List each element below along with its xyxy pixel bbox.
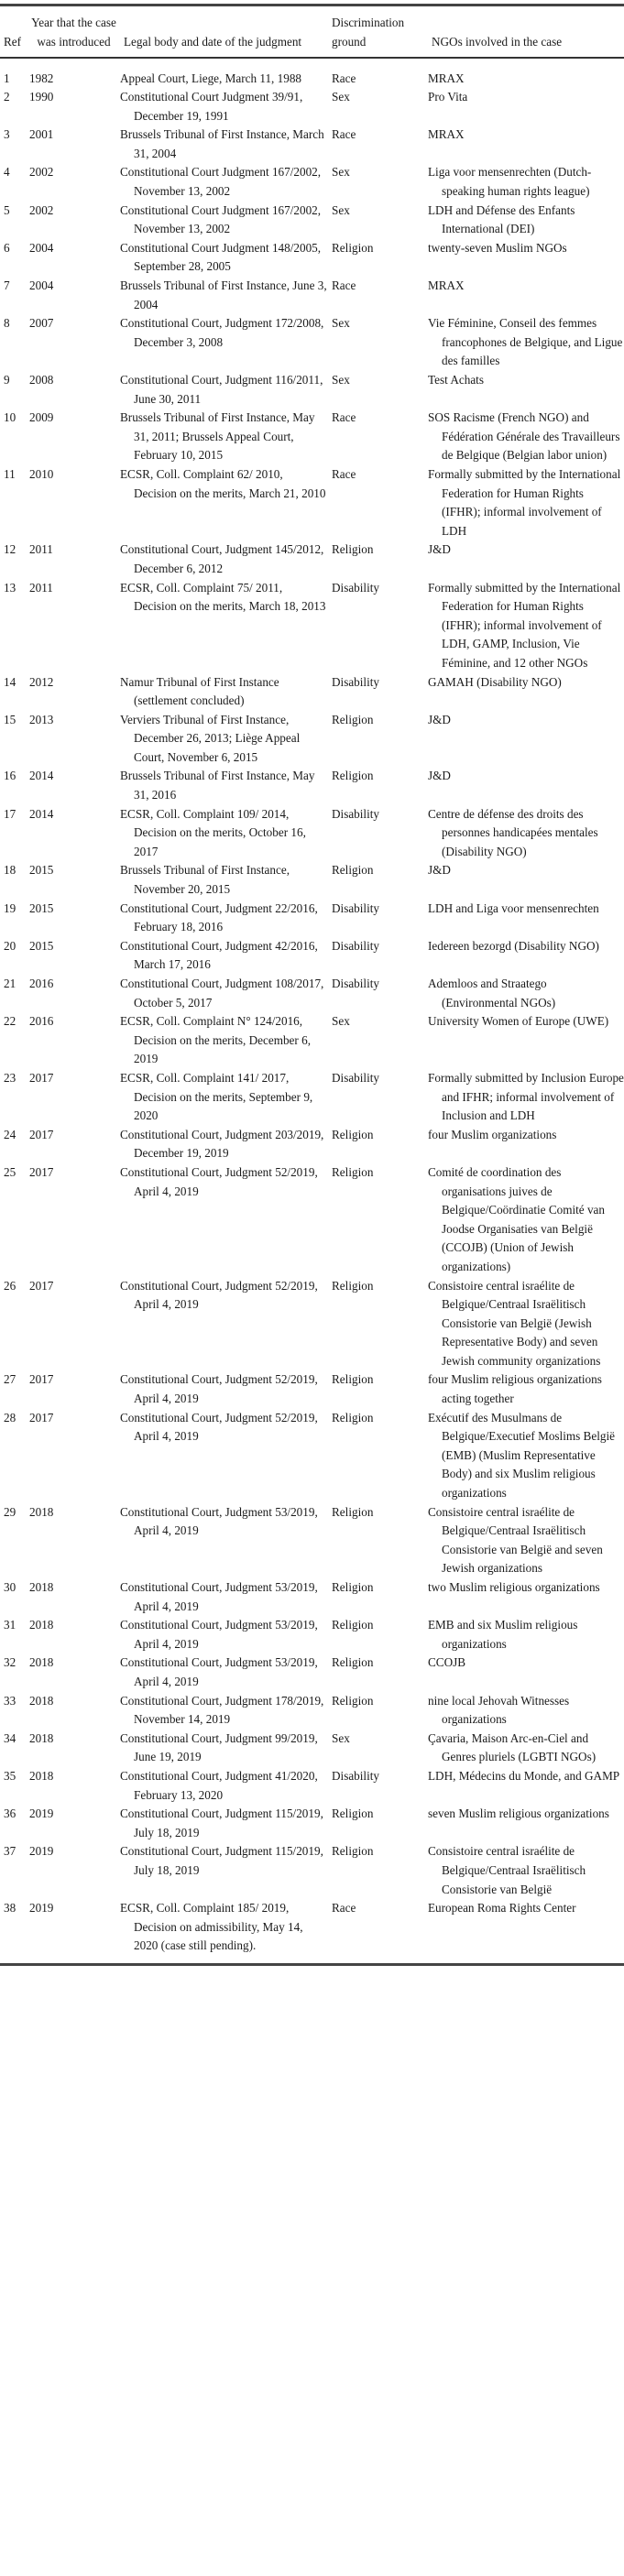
cell-legal-body: ECSR, Coll. Complaint N° 124/2016, Decision on the merits, December 6, 2019 (120, 1014, 311, 1066)
table-row (0, 126, 624, 163)
cell-legal-body: Constitutional Court, Judgment 53/2019, April 4, 2019 (120, 1504, 318, 1538)
cell-ngos: Formally submitted by the International Federation for Human Rights (IFHR); informal involvement of LDH, GAMP, Inclusion, Vie Féminine, and 12 other NGOs (428, 580, 621, 670)
cell-legal-body: Constitutional Court Judgment 167/2002, November 13, 2002 (120, 165, 322, 199)
cell-legal-body: Brussels Tribunal of First Instance, March 31, 2004 (120, 127, 324, 160)
cell-ref: 8 (4, 316, 10, 331)
cell-year: 2018 (29, 1693, 54, 1708)
table-row (0, 1767, 624, 1805)
cell-ngos: Test Achats (428, 373, 484, 387)
cell-discrimination-ground: Religion (332, 1127, 374, 1141)
cell-ngos: Çavaria, Maison Arc-en-Ciel and Genres pluriels (LGBTI NGOs) (428, 1730, 597, 1764)
header-legal-body: Legal body and date of the judgment (124, 34, 302, 49)
cell-ngos: J&D (428, 863, 451, 878)
table-row (0, 1616, 624, 1654)
cell-ref: 16 (4, 769, 16, 783)
table-row (0, 861, 624, 899)
cell-legal-body: Constitutional Court, Judgment 203/2019, December 19, 2019 (120, 1127, 324, 1161)
cell-year: 2015 (29, 938, 54, 953)
header-year: Year that the case was introduced (31, 16, 116, 49)
cell-year: 2018 (29, 1730, 54, 1745)
cell-discrimination-ground: Religion (332, 1806, 374, 1821)
cell-ngos: LDH and Liga voor mensenrechten (428, 901, 599, 915)
cell-discrimination-ground: Sex (332, 90, 350, 104)
cell-ref: 20 (4, 938, 16, 953)
table-row (0, 1730, 624, 1767)
table-row (0, 673, 624, 711)
cell-legal-body: Constitutional Court, Judgment 108/2017, October 5, 2017 (120, 977, 324, 1010)
cell-year: 2013 (29, 712, 54, 726)
cell-legal-body: Constitutional Court Judgment 167/2002, November 13, 2002 (120, 202, 322, 236)
table-row (0, 1277, 624, 1371)
cell-year: 2001 (29, 127, 54, 142)
table-row (0, 163, 624, 201)
cell-discrimination-ground: Sex (332, 165, 350, 180)
cell-discrimination-ground: Religion (332, 1410, 374, 1424)
cell-ref: 21 (4, 977, 16, 990)
table-row (0, 1163, 624, 1277)
cell-legal-body: ECSR, Coll. Complaint 75/ 2011, Decision on the merits, March 18, 2013 (120, 580, 326, 614)
cell-ref: 15 (4, 712, 16, 726)
cell-discrimination-ground: Sex (332, 1730, 350, 1745)
cell-year: 2016 (29, 977, 54, 990)
cell-ref: 24 (4, 1127, 16, 1141)
cell-discrimination-ground: Disability (332, 938, 380, 953)
table-header-row (0, 6, 624, 57)
table-bottom-rule (0, 1963, 624, 1966)
cell-ref: 19 (4, 901, 16, 915)
table-row (0, 59, 624, 89)
cell-legal-body: Constitutional Court, Judgment 116/2011, June 30, 2011 (120, 373, 323, 406)
cell-discrimination-ground: Religion (332, 1655, 374, 1670)
cell-discrimination-ground: Sex (332, 202, 350, 217)
cell-year: 2014 (29, 806, 54, 821)
cell-ref: 29 (4, 1504, 16, 1519)
table-row (0, 1409, 624, 1503)
cell-ngos: J&D (428, 542, 451, 557)
cell-ngos: J&D (428, 769, 451, 783)
cell-year: 2015 (29, 901, 54, 915)
table-row (0, 409, 624, 465)
cell-year: 2010 (29, 466, 54, 481)
cell-ref: 7 (4, 278, 10, 293)
cell-discrimination-ground: Disability (332, 674, 380, 689)
cell-ngos: Comité de coordination des organisations juives de Belgique/Coördinatie Comité van Joodse Organisaties van België (CCOJB) (Union of Jewish organizations) (428, 1164, 605, 1273)
cell-year: 2018 (29, 1504, 54, 1519)
cell-legal-body: Constitutional Court, Judgment 42/2016, March 17, 2016 (120, 938, 318, 972)
cell-year: 2017 (29, 1278, 54, 1293)
cell-year: 2004 (29, 240, 54, 255)
cell-year: 2007 (29, 316, 54, 331)
cell-ref: 23 (4, 1070, 16, 1085)
cell-ngos: Consistoire central israélite de Belgique/Centraal Israëlitisch Consistorie van België (428, 1844, 586, 1896)
cell-year: 2018 (29, 1618, 54, 1632)
cell-ref: 17 (4, 806, 16, 821)
cell-ref: 26 (4, 1278, 16, 1293)
cell-discrimination-ground: Religion (332, 542, 374, 557)
cell-discrimination-ground: Sex (332, 373, 350, 387)
cell-legal-body: ECSR, Coll. Complaint 109/ 2014, Decision on the merits, October 16, 2017 (120, 806, 306, 858)
cell-legal-body: Constitutional Court, Judgment 53/2019, April 4, 2019 (120, 1655, 318, 1688)
cell-discrimination-ground: Disability (332, 901, 380, 915)
header-ngos: NGOs involved in the case (432, 34, 563, 49)
cell-ref: 12 (4, 542, 16, 557)
cell-ref: 11 (4, 466, 16, 481)
cell-legal-body: Constitutional Court, Judgment 53/2019, April 4, 2019 (120, 1580, 318, 1613)
cell-ref: 37 (4, 1844, 16, 1859)
cell-year: 2002 (29, 165, 54, 180)
cell-ref: 36 (4, 1806, 16, 1821)
table-row (0, 88, 624, 126)
cell-year: 2017 (29, 1127, 54, 1141)
cell-discrimination-ground: Religion (332, 1580, 374, 1594)
cell-ngos: Formally submitted by Inclusion Europe and IFHR; informal involvement of Inclusion and LDH (428, 1070, 624, 1123)
table-row (0, 767, 624, 804)
cell-ngos: Vie Féminine, Conseil des femmes francophones de Belgique, and Ligue des familles (428, 316, 623, 368)
table-row (0, 1654, 624, 1691)
cell-discrimination-ground: Religion (332, 1504, 374, 1519)
cell-ref: 27 (4, 1372, 16, 1387)
cell-legal-body: ECSR, Coll. Complaint 141/ 2017, Decision on the merits, September 9, 2020 (120, 1070, 313, 1123)
cell-legal-body: Constitutional Court, Judgment 115/2019, July 18, 2019 (120, 1806, 323, 1839)
cell-discrimination-ground: Sex (332, 1014, 350, 1029)
cell-ngos: nine local Jehovah Witnesses organizations (428, 1693, 570, 1727)
cell-year: 2018 (29, 1580, 54, 1594)
table-row (0, 805, 624, 862)
table-row (0, 465, 624, 540)
table-row (0, 937, 624, 975)
cell-ngos: LDH and Défense des Enfants International (DEI) (428, 202, 575, 236)
cell-ngos: LDH, Médecins du Monde, and GAMP (428, 1768, 620, 1783)
cell-legal-body: Brussels Tribunal of First Instance, June 3, 2004 (120, 278, 327, 311)
table-row (0, 1012, 624, 1069)
cell-ref: 6 (4, 240, 10, 255)
cell-ngos: Pro Vita (428, 90, 468, 104)
header-ref: Ref (4, 34, 22, 49)
cell-ref: 13 (4, 580, 16, 595)
cell-year: 2002 (29, 202, 54, 217)
cell-legal-body: Brussels Tribunal of First Instance, May 31, 2016 (120, 769, 315, 802)
table-row (0, 579, 624, 673)
cell-legal-body: Constitutional Court, Judgment 99/2019, June 19, 2019 (120, 1730, 318, 1764)
cell-discrimination-ground: Religion (332, 712, 374, 726)
cell-discrimination-ground: Religion (332, 1693, 374, 1708)
cell-legal-body: Constitutional Court, Judgment 178/2019, November 14, 2019 (120, 1693, 324, 1727)
cell-discrimination-ground: Race (332, 71, 356, 85)
table-row (0, 975, 624, 1012)
table-row (0, 1842, 624, 1899)
cell-ngos: European Roma Rights Center (428, 1901, 576, 1916)
cell-ngos: Centre de défense des droits des personnes handicapées mentales (Disability NGO) (428, 806, 598, 858)
table-row (0, 1069, 624, 1126)
cell-year: 2004 (29, 278, 54, 293)
table-row (0, 1370, 624, 1408)
cell-ref: 10 (4, 410, 16, 425)
cell-ref: 38 (4, 1901, 16, 1916)
table-row (0, 1578, 624, 1616)
cell-discrimination-ground: Religion (332, 1618, 374, 1632)
cell-ref: 25 (4, 1164, 16, 1179)
cell-ref: 33 (4, 1693, 16, 1708)
cell-ngos: Liga voor mensenrechten (Dutch-speaking human rights league) (428, 165, 592, 199)
cell-year: 2011 (29, 542, 53, 557)
cell-legal-body: Namur Tribunal of First Instance (settlement concluded) (120, 674, 279, 708)
cell-legal-body: Brussels Tribunal of First Instance, November 20, 2015 (120, 863, 290, 897)
cell-discrimination-ground: Disability (332, 806, 380, 821)
cell-ngos: Formally submitted by the International Federation for Human Rights (IFHR); informal involvement of LDH (428, 466, 621, 538)
cell-ngos: Consistoire central israélite de Belgique/Centraal Israëlitisch Consistorie van België and seven Jewish organizations (428, 1504, 603, 1576)
cell-discrimination-ground: Sex (332, 316, 350, 331)
cell-year: 2008 (29, 373, 54, 387)
cell-ngos: MRAX (428, 127, 465, 142)
cell-ref: 2 (4, 90, 10, 104)
cell-ngos: University Women of Europe (UWE) (428, 1014, 609, 1029)
cell-discrimination-ground: Religion (332, 1164, 374, 1179)
cell-legal-body: Constitutional Court, Judgment 53/2019, April 4, 2019 (120, 1618, 318, 1651)
cell-discrimination-ground: Race (332, 410, 356, 425)
cell-year: 2015 (29, 863, 54, 878)
cell-legal-body: Constitutional Court, Judgment 22/2016, February 18, 2016 (120, 901, 318, 934)
cell-legal-body: Constitutional Court Judgment 148/2005, September 28, 2005 (120, 240, 322, 274)
cell-ref: 30 (4, 1580, 16, 1594)
cell-ref: 28 (4, 1410, 16, 1424)
cell-legal-body: Constitutional Court, Judgment 145/2012, December 6, 2012 (120, 542, 324, 575)
cell-ref: 22 (4, 1014, 16, 1029)
cell-year: 2017 (29, 1164, 54, 1179)
cell-discrimination-ground: Religion (332, 1278, 374, 1293)
cell-year: 2011 (29, 580, 53, 595)
cell-discrimination-ground: Disability (332, 1768, 380, 1783)
cell-ngos: MRAX (428, 278, 465, 293)
cell-discrimination-ground: Religion (332, 1844, 374, 1859)
cell-discrimination-ground: Religion (332, 1372, 374, 1387)
cell-ref: 14 (4, 674, 16, 689)
cell-legal-body: Verviers Tribunal of First Instance, December 26, 2013; Liège Appeal Court, November 6, 2015 (120, 712, 301, 764)
table-row (0, 900, 624, 937)
cell-ngos: four Muslim religious organizations acting together (428, 1372, 602, 1406)
cell-ref: 3 (4, 127, 10, 142)
cell-year: 2018 (29, 1768, 54, 1783)
cell-discrimination-ground: Race (332, 466, 356, 481)
cell-ngos: seven Muslim religious organizations (428, 1806, 609, 1821)
cell-discrimination-ground: Race (332, 127, 356, 142)
cell-ref: 34 (4, 1730, 16, 1745)
cell-legal-body: Constitutional Court, Judgment 172/2008, December 3, 2008 (120, 316, 324, 349)
cell-ref: 1 (4, 71, 10, 85)
cell-ref: 35 (4, 1768, 16, 1783)
cell-year: 2019 (29, 1806, 54, 1821)
cell-legal-body: Brussels Tribunal of First Instance, May 31, 2011; Brussels Appeal Court, February 10, 2015 (120, 410, 315, 463)
cell-year: 2017 (29, 1070, 54, 1085)
ngo-litigation-table (0, 6, 624, 1963)
cell-ref: 18 (4, 863, 16, 878)
header-discrimination-ground: Discrimination ground (332, 16, 405, 49)
cell-year: 2018 (29, 1655, 54, 1670)
cell-legal-body: Constitutional Court, Judgment 115/2019, July 18, 2019 (120, 1844, 323, 1877)
cell-ngos: GAMAH (Disability NGO) (428, 674, 562, 689)
cell-discrimination-ground: Religion (332, 863, 374, 878)
table-row (0, 314, 624, 371)
cell-ngos: four Muslim organizations (428, 1127, 557, 1141)
table-row (0, 239, 624, 277)
cell-legal-body: Appeal Court, Liege, March 11, 1988 (120, 71, 302, 85)
cell-ngos: Iedereen bezorgd (Disability NGO) (428, 938, 599, 953)
cell-legal-body: Constitutional Court, Judgment 52/2019, April 4, 2019 (120, 1410, 318, 1444)
table-body (0, 59, 624, 1963)
cell-year: 2019 (29, 1901, 54, 1916)
cell-ref: 9 (4, 373, 10, 387)
cell-year: 1990 (29, 90, 54, 104)
table-row (0, 1503, 624, 1578)
table-row (0, 1692, 624, 1730)
cell-discrimination-ground: Disability (332, 1070, 380, 1085)
cell-legal-body: Constitutional Court, Judgment 52/2019, April 4, 2019 (120, 1372, 318, 1406)
cell-legal-body: ECSR, Coll. Complaint 62/ 2010, Decision on the merits, March 21, 2010 (120, 466, 326, 500)
cell-legal-body: Constitutional Court, Judgment 52/2019, April 4, 2019 (120, 1164, 318, 1198)
cell-ngos: CCOJB (428, 1655, 466, 1670)
cell-discrimination-ground: Disability (332, 580, 380, 595)
cell-legal-body: Constitutional Court Judgment 39/91, December 19, 1991 (120, 90, 303, 123)
cell-ngos: J&D (428, 712, 451, 726)
cell-year: 2016 (29, 1014, 54, 1029)
cell-year: 2014 (29, 769, 54, 783)
cell-year: 2017 (29, 1372, 54, 1387)
cell-legal-body: ECSR, Coll. Complaint 185/ 2019, Decision on admissibility, May 14, 2020 (case still pending). (120, 1901, 303, 1953)
table-row (0, 540, 624, 578)
cell-ref: 5 (4, 202, 10, 217)
cell-year: 2019 (29, 1844, 54, 1859)
table-row (0, 1805, 624, 1842)
cell-ngos: two Muslim religious organizations (428, 1580, 600, 1594)
table-row (0, 1899, 624, 1963)
cell-discrimination-ground: Disability (332, 977, 380, 990)
cell-ngos: twenty-seven Muslim NGOs (428, 240, 567, 255)
cell-ref: 31 (4, 1618, 16, 1632)
cell-discrimination-ground: Race (332, 278, 356, 293)
cell-legal-body: Constitutional Court, Judgment 41/2020, February 13, 2020 (120, 1768, 318, 1802)
cell-ngos: SOS Racisme (French NGO) and Fédération Générale des Travailleurs de Belgique (Belgian labor union) (428, 410, 620, 463)
cell-year: 1982 (29, 71, 54, 85)
cell-ref: 4 (4, 165, 10, 180)
cell-discrimination-ground: Religion (332, 240, 374, 255)
cell-ngos: MRAX (428, 71, 465, 85)
table-row (0, 1126, 624, 1163)
cell-ngos: Ademloos and Straatego (Environmental NGOs) (428, 977, 556, 1010)
cell-ref: 32 (4, 1655, 16, 1670)
cell-year: 2017 (29, 1410, 54, 1424)
cell-ngos: Consistoire central israélite de Belgique/Centraal Israëlitisch Consistorie van België (Jewish Representative Body) and seven Jewish community organizations (428, 1278, 601, 1368)
table-row (0, 711, 624, 768)
cell-discrimination-ground: Race (332, 1901, 356, 1916)
cell-year: 2012 (29, 674, 54, 689)
cell-year: 2009 (29, 410, 54, 425)
cell-discrimination-ground: Religion (332, 769, 374, 783)
cell-ngos: Exécutif des Musulmans de Belgique/Executief Moslims België (EMB) (Muslim Representative Body) and six Muslim religious organizations (428, 1410, 615, 1501)
table-row (0, 371, 624, 409)
table-row (0, 202, 624, 239)
cell-ngos: EMB and six Muslim religious organizations (428, 1618, 578, 1651)
cell-legal-body: Constitutional Court, Judgment 52/2019, April 4, 2019 (120, 1278, 318, 1312)
table-row (0, 277, 624, 314)
